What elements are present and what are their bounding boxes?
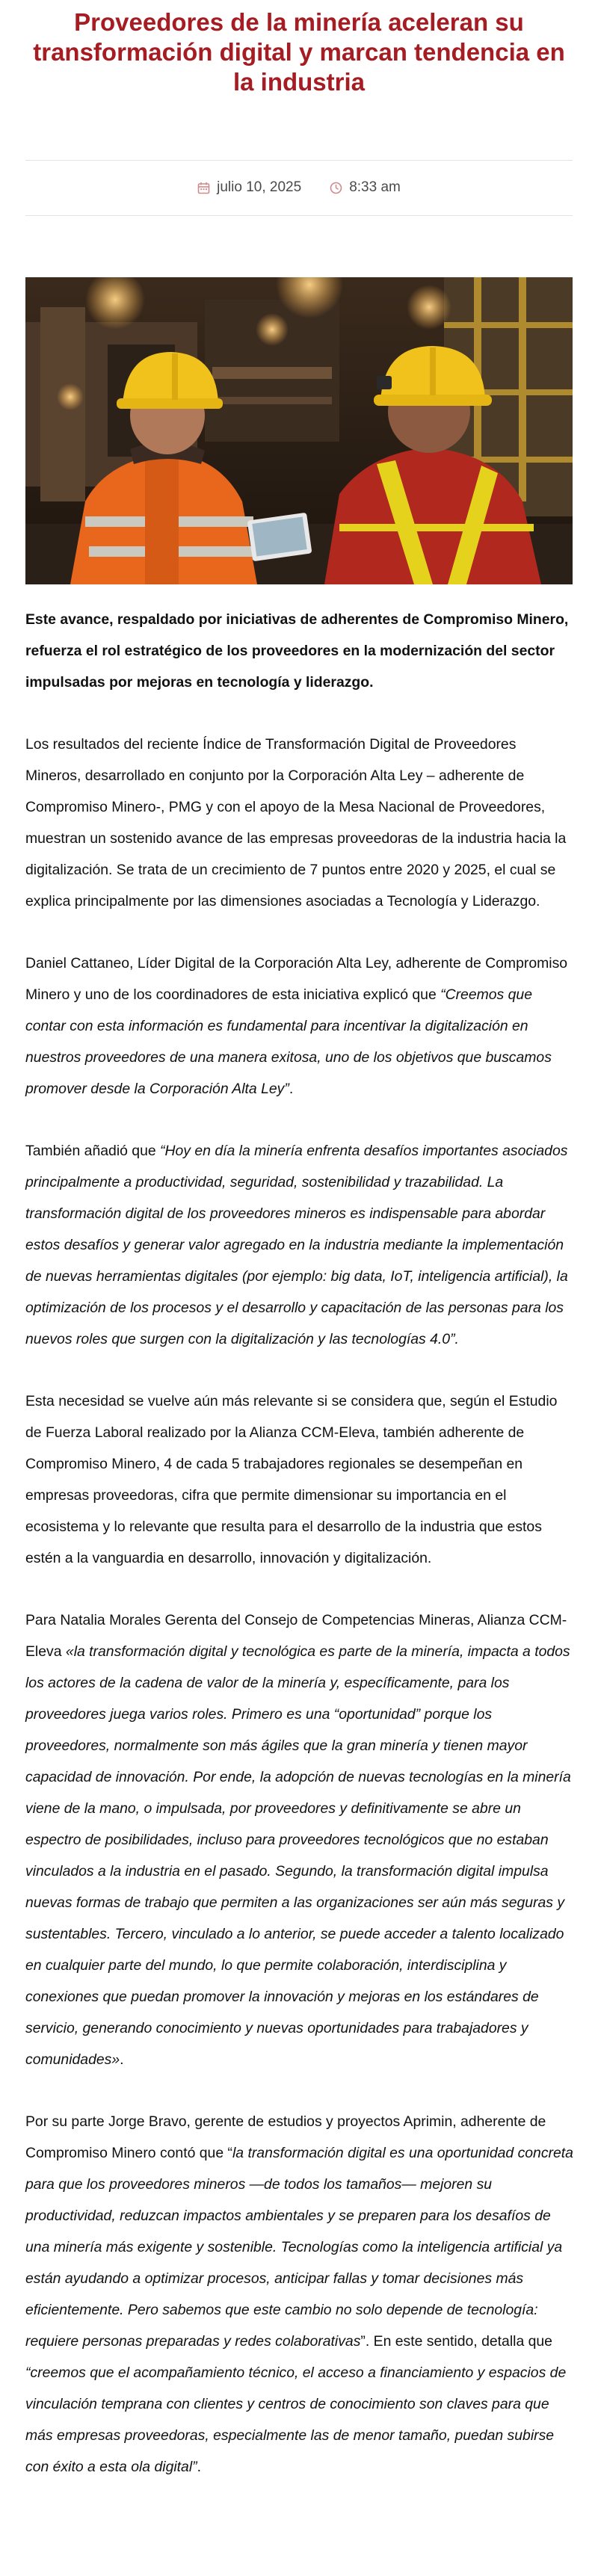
quote: «la transformación digital y tecnológica es parte de la minería, impacta a todos los actores de la cadena de valor de la minería y, específicamente, para los proveedores juega varios roles. Primero es una “oportunidad” porque los proveedores, normalmente son más ágiles que la gran minería y tienen mayor capacidad de innovación. Por ende, la adopción de nuevas tecnologías en la minería viene de la mano, o impulsada, por proveedores y definitivamente se abre un espectro de posibilidades, incluso para proveedores tecnológicos que no estaban vinculados a la industria en el pasado. Segundo, la transformación digital impulsa nuevas formas de trabajo que permiten a las organizaciones ser aún más seguras y sustentables. Tercero, vinculado a lo anterior, se puede acceder a talento localizado en cualquier parte del mundo, lo que permite colaboración, interdisciplina y conexiones que puedan promover la innovación y mejoras en los estándares de servicio, generando conocimiento y nuevas oportunidades para trabajadores y comunidades» bbox=[25, 1643, 571, 2068]
paragraph-fuerza-laboral: Esta necesidad se vuelve aún más relevante si se considera que, según el Estudio de Fuerza Laboral realizado por la Alianza CCM-Eleva, también adherente de Compromiso Minero, 4 de cada 5 trabajadores regionales se desempeñan en empresas proveedoras, cifra que permite dimensionar su importancia en el ecosistema y lo relevante que resulta para el desarrollo de la industria que estos estén a la vanguardia en desarrollo, innovación y digitalización. bbox=[25, 1393, 558, 1566]
paragraph-text: . bbox=[289, 1081, 294, 1097]
date-meta bbox=[197, 179, 301, 196]
article-body bbox=[25, 604, 574, 2483]
quote: “Hoy en día la minería enfrenta desafíos importantes asociados principalmente a productividad, seguridad, sostenibilidad y trazabilidad. La transformación digital de los proveedores mineros es indispensable para abordar estos desafíos y generar valor agregado en la industria mediante la implementación de nuevas herramientas digitales (por ejemplo: big data, IoT, inteligencia artificial), la optimización de los procesos y el desarrollo y capacitación de las personas para los nuevos roles que surgen con la digitalización y las tecnologías 4.0”. bbox=[25, 1143, 568, 1347]
article-title: Proveedores de la minería aceleran su transformación digital y marcan tendencia en la industria bbox=[33, 8, 565, 96]
article-date: julio 10, 2025 bbox=[217, 179, 302, 195]
paragraph-text: ”. En este sentido, detalla que bbox=[360, 2333, 552, 2350]
calendar-icon bbox=[197, 182, 210, 194]
article-meta bbox=[0, 176, 598, 199]
paragraph-indice: Los resultados del reciente Índice de Transformación Digital de Proveedores Mineros, desarrollado en conjunto por la Corporación Alta Ley – adherente de Compromiso Minero-, PMG y con el apoyo de la Mesa Nacional de Proveedores, muestran un sostenido avance de las empresas proveedoras de la industria hacia la digitalización. Se trata de un crecimiento de 7 puntos entre 2020 y 2025, el cual se explica principalmente por las dimensiones asociadas a Tecnología y Liderazgo. bbox=[25, 736, 567, 909]
quote: la transformación digital es una oportunidad concreta para que los proveedores mineros —de todos los tamaños— mejoren su productividad, reduzcan impactos ambientales y se preparen para los desafíos de una minería más exigente y sostenible. Tecnologías como la inteligencia artificial ya están ayudando a optimizar procesos, anticipar fallas y tomar decisiones más eficientemente. Pero sabemos que este cambio no solo depende de tecnología: requiere personas preparadas y redes colaborativas bbox=[25, 2145, 573, 2350]
paragraph-text: Para Natalia Morales Gerenta del Consejo de Competencias Mineras, Alianza CCM-Eleva bbox=[25, 1612, 567, 1660]
paragraph-text: Daniel Cattaneo, Líder Digital de la Corporación Alta Ley, adherente de Compromiso Minero y uno de los coordinadores de esta iniciativa explicó que bbox=[25, 955, 568, 1003]
quote: “creemos que el acompañamiento técnico, el acceso a financiamiento y espacios de vinculación temprana con clientes y centros de conocimiento son claves para que más empresas proveedoras, especialmente las de menor tamaño, puedan subirse con éxito a esta ola digital” bbox=[25, 2365, 567, 2475]
paragraph-cattaneo bbox=[25, 948, 574, 1105]
mining-workers-photo bbox=[25, 277, 573, 584]
meta-bottom-divider bbox=[25, 215, 573, 216]
time-meta bbox=[330, 179, 401, 196]
paragraph-desafios bbox=[25, 1135, 574, 1355]
paragraph-text: . bbox=[120, 2051, 124, 2068]
article-lead: Este avance, respaldado por iniciativas de adherentes de Compromiso Minero, refuerza el rol estratégico de los proveedores en la modernización del sector impulsadas por mejoras en tecnología y liderazgo. bbox=[25, 611, 569, 691]
article-time: 8:33 am bbox=[349, 179, 401, 195]
paragraph-text: Por su parte Jorge Bravo, gerente de estudios y proyectos Aprimin, adherente de Compromiso Minero contó que “ bbox=[25, 2113, 546, 2161]
paragraph-text: . bbox=[197, 2459, 201, 2475]
meta-top-divider bbox=[25, 160, 573, 161]
paragraph-morales bbox=[25, 1604, 574, 2075]
paragraph-bravo bbox=[25, 2106, 574, 2483]
paragraph-text: También añadió que bbox=[25, 1143, 161, 1159]
quote: “Creemos que contar con esta información es fundamental para incentivar la digitalización en nuestros proveedores de una manera exitosa, uno de los objetivos que buscamos promover desde la Corporación Alta Ley” bbox=[25, 986, 552, 1097]
clock-icon bbox=[330, 182, 342, 194]
